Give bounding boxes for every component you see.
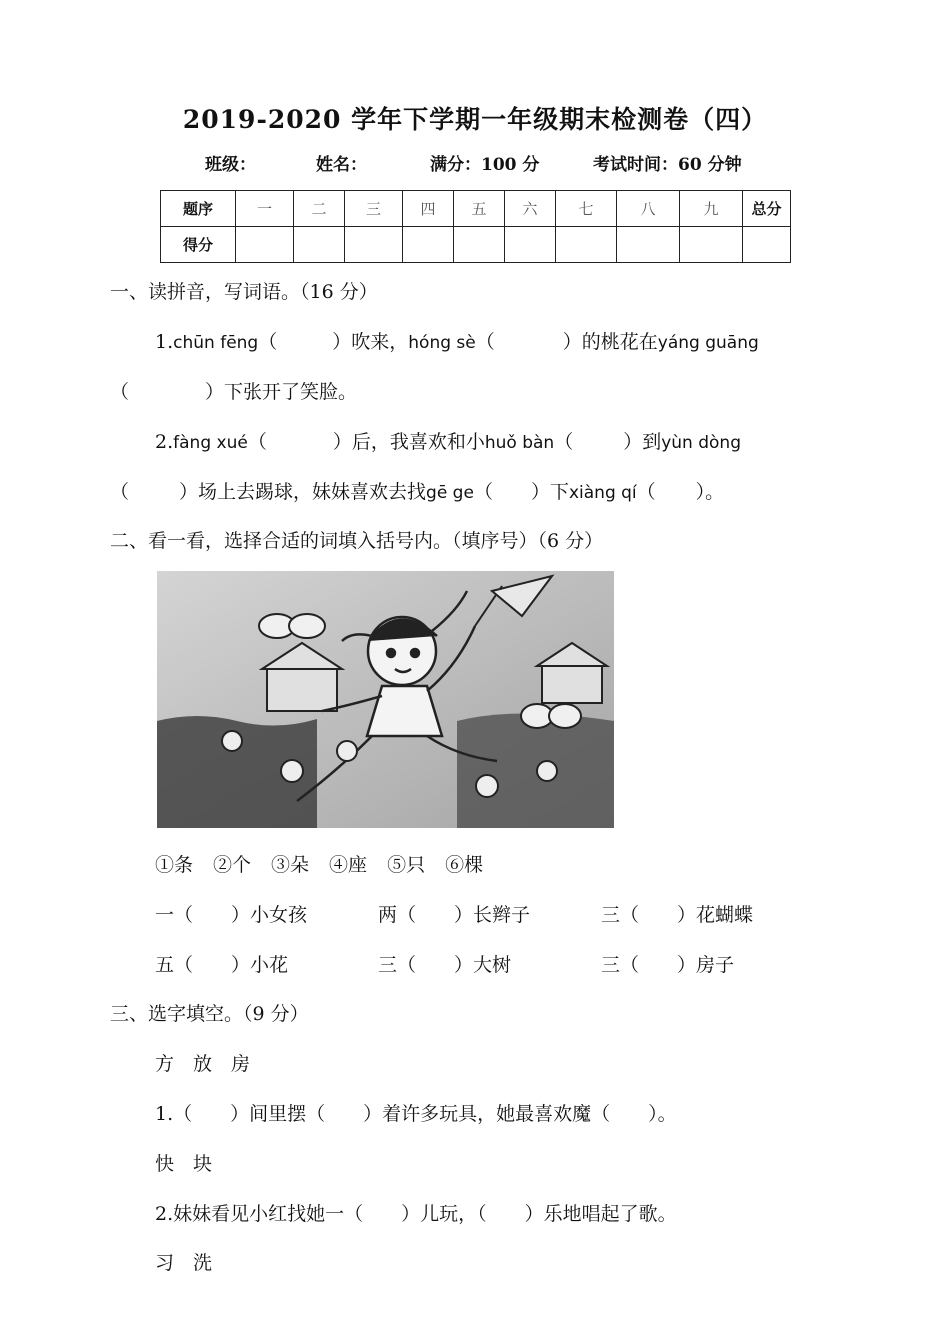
pinyin: huǒ bàn: [484, 433, 555, 453]
score-cell[interactable]: [345, 227, 403, 263]
score-cell[interactable]: [505, 227, 556, 263]
score-cell[interactable]: [556, 227, 617, 263]
text: ）。: [695, 481, 725, 503]
table-cell: 一: [236, 191, 294, 227]
fill-item[interactable]: 三（ ）花蝴蝶: [601, 904, 754, 926]
page-title: 2019-2020 学年下学期一年级期末检测卷（四）: [182, 105, 768, 134]
fill-item[interactable]: 三（ ）大树: [378, 954, 512, 976]
full-score: 满分：100 分: [430, 155, 540, 175]
fill-item[interactable]: 五（ ）小花: [155, 954, 289, 976]
class-label: 班级：: [205, 155, 256, 175]
table-cell: 七: [556, 191, 617, 227]
char-choices: 习 洗: [155, 1252, 213, 1274]
score-table-header-row: [161, 191, 791, 227]
score-cell[interactable]: [294, 227, 345, 263]
score-cell[interactable]: [680, 227, 743, 263]
option: ④座: [329, 854, 368, 876]
score-cell[interactable]: [743, 227, 791, 263]
illustration-girl-catching-butterflies: [157, 571, 614, 828]
option: ①条: [155, 854, 194, 876]
text: ）下: [530, 481, 569, 503]
table-cell: 八: [617, 191, 680, 227]
fill-question[interactable]: 1.（ ）间里摆（ ）着许多玩具，她最喜欢魔（ ）。: [155, 1103, 677, 1125]
fill-question[interactable]: 2.妹妹看见小红找她一（ ）儿玩，（ ）乐地唱起了歌。: [155, 1203, 677, 1225]
section2-heading: 二、看一看，选择合适的词填入括号内。（填序号）（6 分）: [110, 530, 604, 552]
pinyin: gē ge: [426, 483, 474, 503]
text: ）场上去踢球，妹妹喜欢去找: [179, 481, 427, 503]
word-options: [155, 850, 483, 877]
question-number: 2.: [155, 431, 174, 453]
pinyin: hóng sè: [408, 333, 476, 353]
pinyin: yáng guāng: [657, 333, 759, 353]
text: ）到: [623, 431, 662, 453]
score-cell[interactable]: [236, 227, 294, 263]
section1-heading: 一、读拼音，写词语。（16 分）: [110, 281, 378, 303]
s1-q1-line2: （ ）下张开了笑脸。: [110, 381, 358, 403]
fill-item[interactable]: 两（ ）长辫子: [378, 904, 531, 926]
table-cell: 题序: [161, 191, 236, 227]
table-cell: 三: [345, 191, 403, 227]
table-cell: 四: [403, 191, 454, 227]
table-cell: 九: [680, 191, 743, 227]
score-cell[interactable]: [403, 227, 454, 263]
table-cell: 总分: [743, 191, 791, 227]
text: ）的桃花在: [562, 331, 658, 353]
char-choices: 方 放 房: [155, 1053, 251, 1075]
name-label: 姓名：: [316, 155, 367, 175]
section3-heading: 三、选字填空。（9 分）: [110, 1003, 309, 1025]
char-choices: 快 块: [155, 1153, 213, 1175]
s1-q2-line2: （ ）场上去踢球，妹妹喜欢去找gē ge（ ）下xiàng qí（ ）。: [110, 481, 725, 503]
option: ⑤只: [387, 854, 426, 876]
score-cell[interactable]: [454, 227, 505, 263]
s1-q1-line1: 1.chūn fēng（ ）吹来，hóng sè（ ）的桃花在yáng guāng: [155, 331, 759, 353]
text: ）后，我喜欢和小: [332, 431, 485, 453]
text: ）吹来，: [332, 331, 409, 353]
table-cell: 二: [294, 191, 345, 227]
fill-item[interactable]: 三（ ）房子: [601, 954, 735, 976]
question-number: 1.: [155, 331, 174, 353]
pinyin: yùn dòng: [661, 433, 741, 453]
score-table-score-row: [161, 227, 791, 263]
option: ⑥棵: [445, 854, 484, 876]
pinyin: chūn fēng: [173, 333, 259, 353]
fill-item[interactable]: 一（ ）小女孩: [155, 904, 308, 926]
exam-time: 考试时间：60 分钟: [593, 155, 742, 175]
text: ）下张开了笑脸。: [205, 381, 358, 403]
table-cell: 得分: [161, 227, 236, 263]
pinyin: fàng xué: [173, 433, 248, 453]
score-table: [160, 190, 791, 263]
table-cell: 六: [505, 191, 556, 227]
option: ②个: [213, 854, 252, 876]
table-cell: 五: [454, 191, 505, 227]
pinyin: xiàng qí: [568, 483, 637, 503]
score-cell[interactable]: [617, 227, 680, 263]
option: ③朵: [271, 854, 310, 876]
s1-q2-line1: 2.fàng xué（ ）后，我喜欢和小huǒ bàn（ ）到yùn dòng: [155, 431, 741, 453]
